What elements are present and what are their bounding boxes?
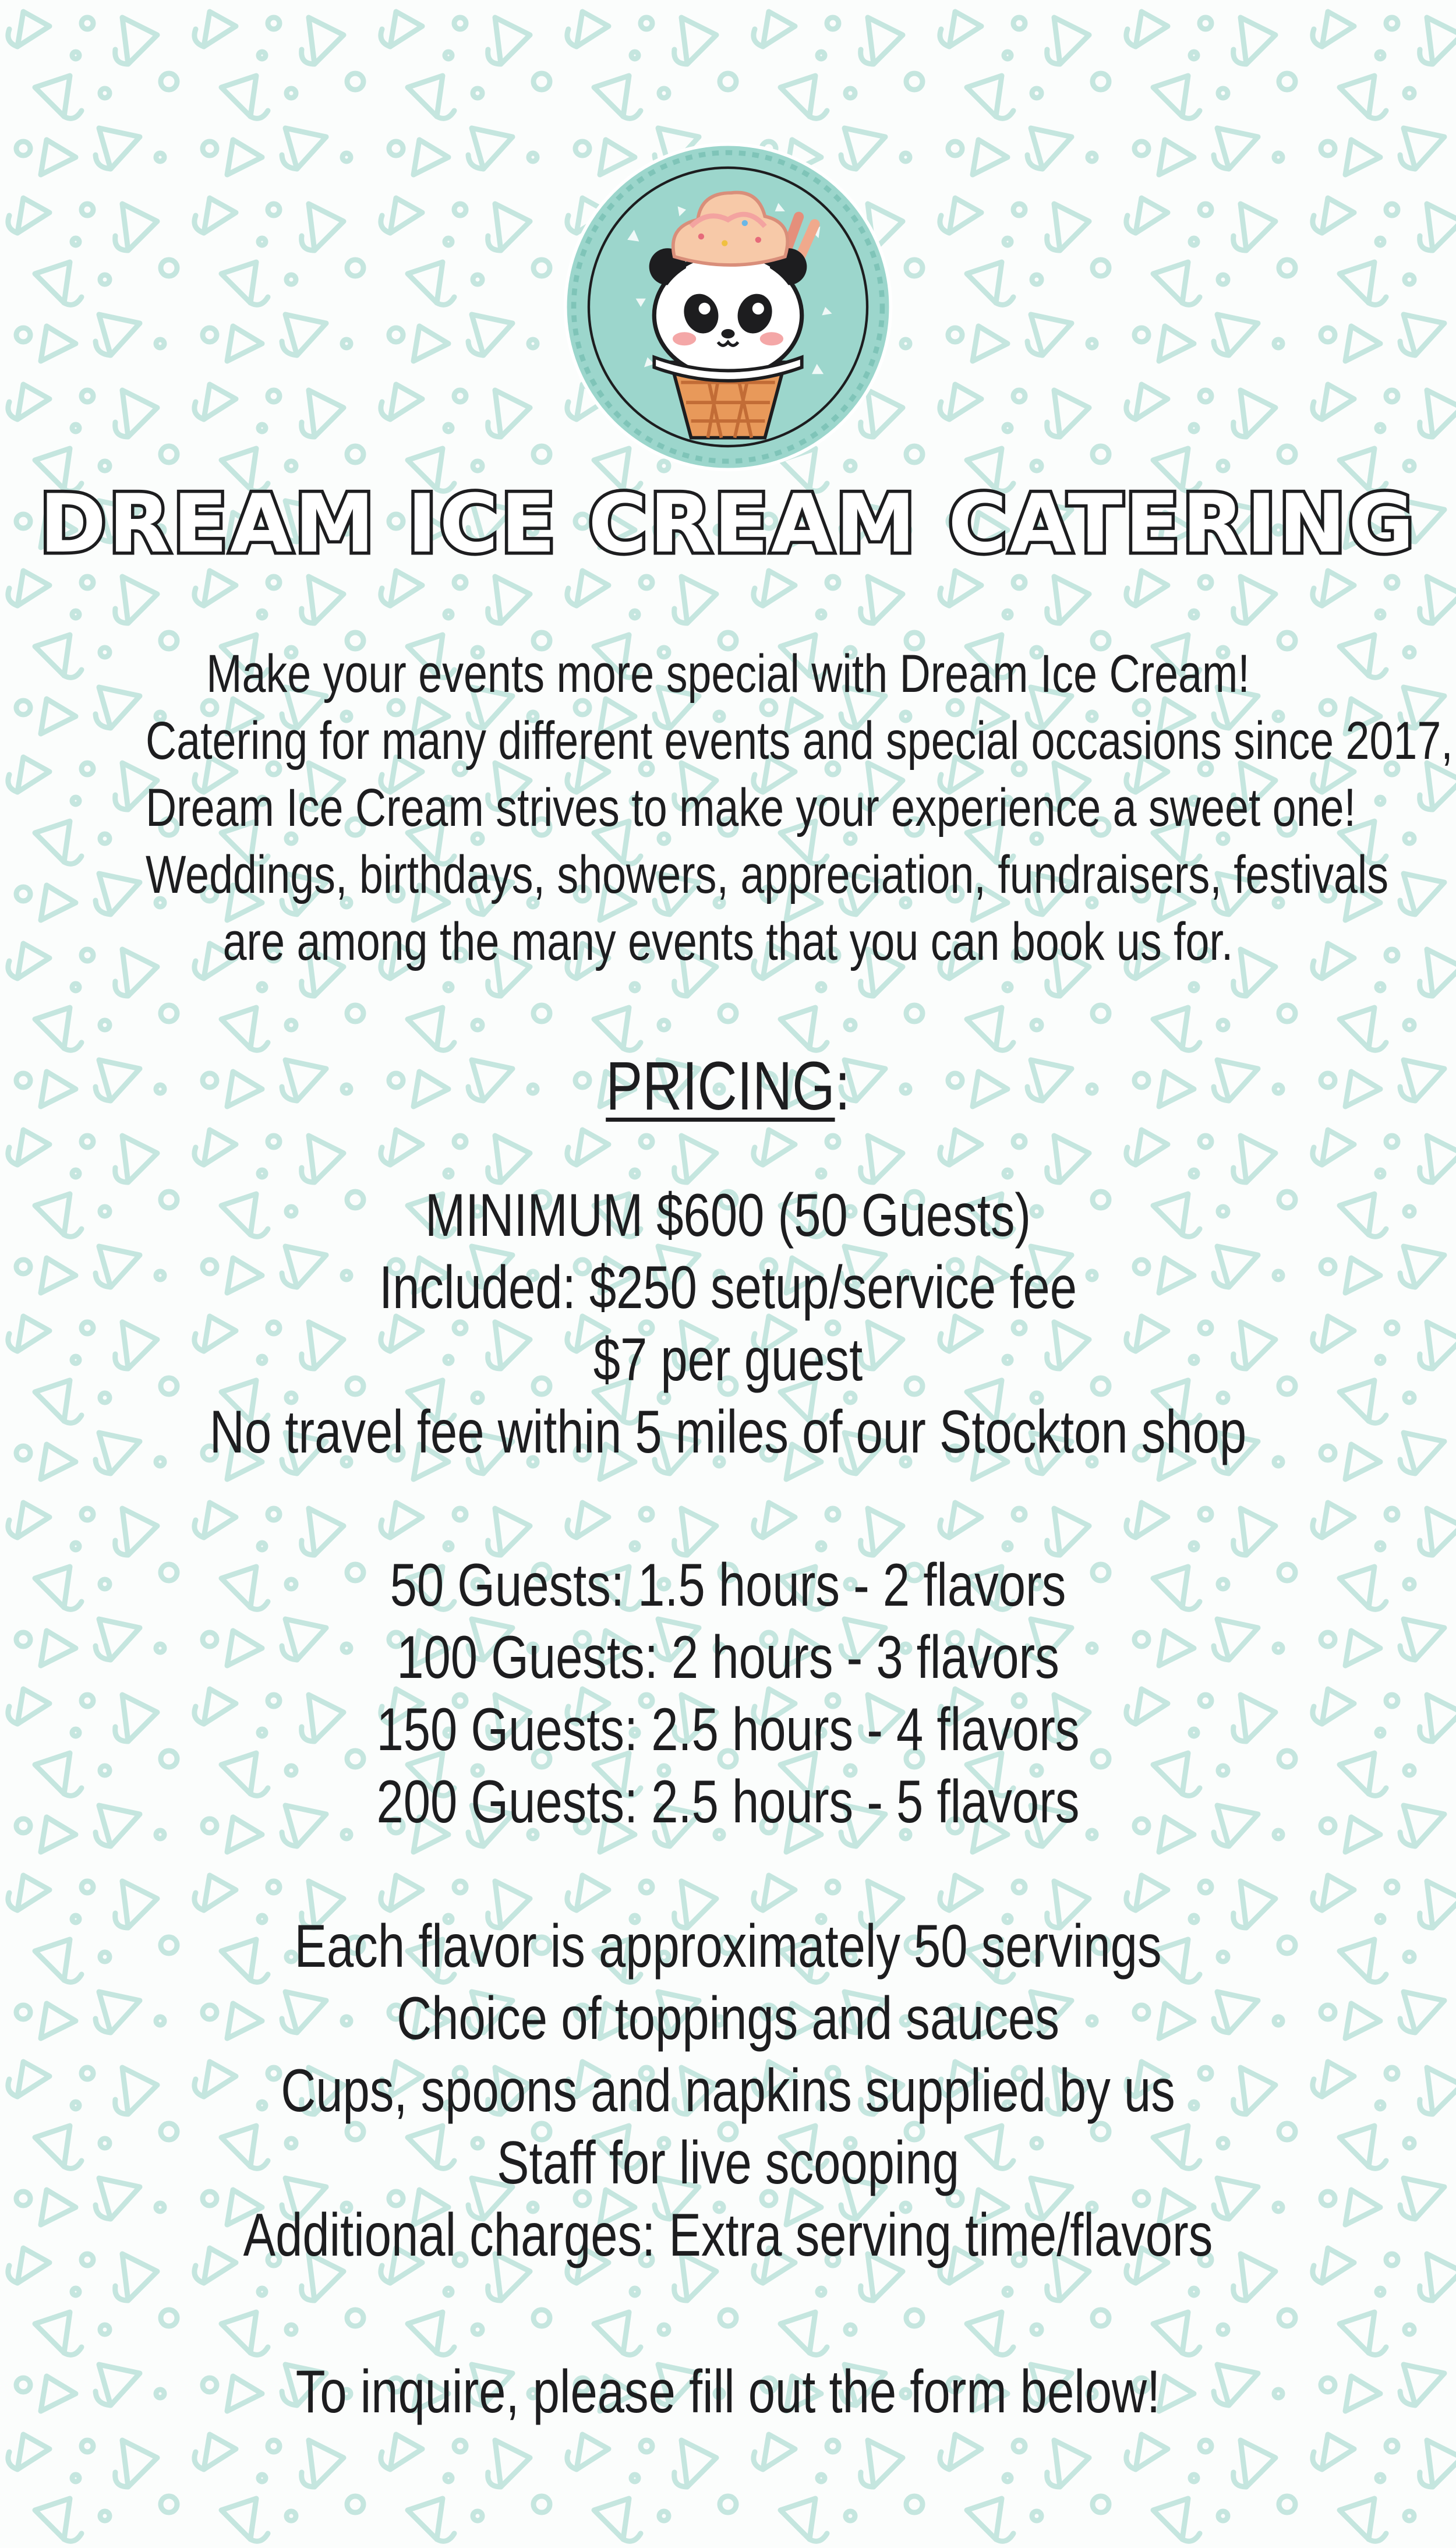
page-title: DREAM ICE CREAM CATERING: [39, 477, 1417, 571]
detail-line: Choice of toppings and sauces: [397, 1985, 1059, 2052]
service-details-section: [0, 1910, 1456, 2271]
pricing-line: No travel fee within 5 miles of our Stockton shop: [209, 1398, 1247, 1466]
detail-line: Additional charges: Extra serving time/flavors: [243, 2201, 1213, 2269]
intro-line: Catering for many different events and special occasions since 2017,: [146, 711, 1453, 771]
intro-paragraph: [0, 641, 1456, 976]
pricing-line: MINIMUM $600 (50 Guests): [425, 1182, 1031, 1249]
pricing-heading: [0, 1042, 1456, 1130]
guest-tier: 50 Guests: 1.5 hours - 2 flavors: [390, 1552, 1066, 1619]
pricing-base-section: [0, 1179, 1456, 1468]
intro-line: Make your events more special with Dream Ice Cream!: [206, 644, 1250, 704]
guest-tier: 150 Guests: 2.5 hours - 4 flavors: [376, 1696, 1080, 1764]
pricing-heading-colon: :: [835, 1048, 850, 1125]
intro-line: are among the many events that you can book us for.: [222, 912, 1234, 971]
guest-tiers-section: [0, 1549, 1456, 1838]
intro-line: Dream Ice Cream strives to make your experience a sweet one!: [146, 778, 1356, 837]
detail-line: Staff for live scooping: [497, 2129, 959, 2197]
inquiry-callout: [0, 2356, 1456, 2428]
panda-ice-cream-logo: [560, 139, 896, 475]
intro-line: Weddings, birthdays, showers, appreciation, fundraisers, festivals: [146, 845, 1389, 904]
detail-line: Cups, spoons and napkins supplied by us: [281, 2057, 1175, 2125]
detail-line: Each flavor is approximately 50 servings: [294, 1913, 1162, 1980]
guest-tier: 200 Guests: 2.5 hours - 5 flavors: [376, 1768, 1080, 1836]
guest-tier: 100 Guests: 2 hours - 3 flavors: [397, 1624, 1059, 1691]
pricing-heading-text: PRICING: [606, 1048, 835, 1125]
pricing-line: $7 per guest: [593, 1326, 863, 1394]
inquiry-text: To inquire, please fill out the form below!: [295, 2358, 1161, 2426]
pricing-line: Included: $250 setup/service fee: [379, 1254, 1077, 1321]
